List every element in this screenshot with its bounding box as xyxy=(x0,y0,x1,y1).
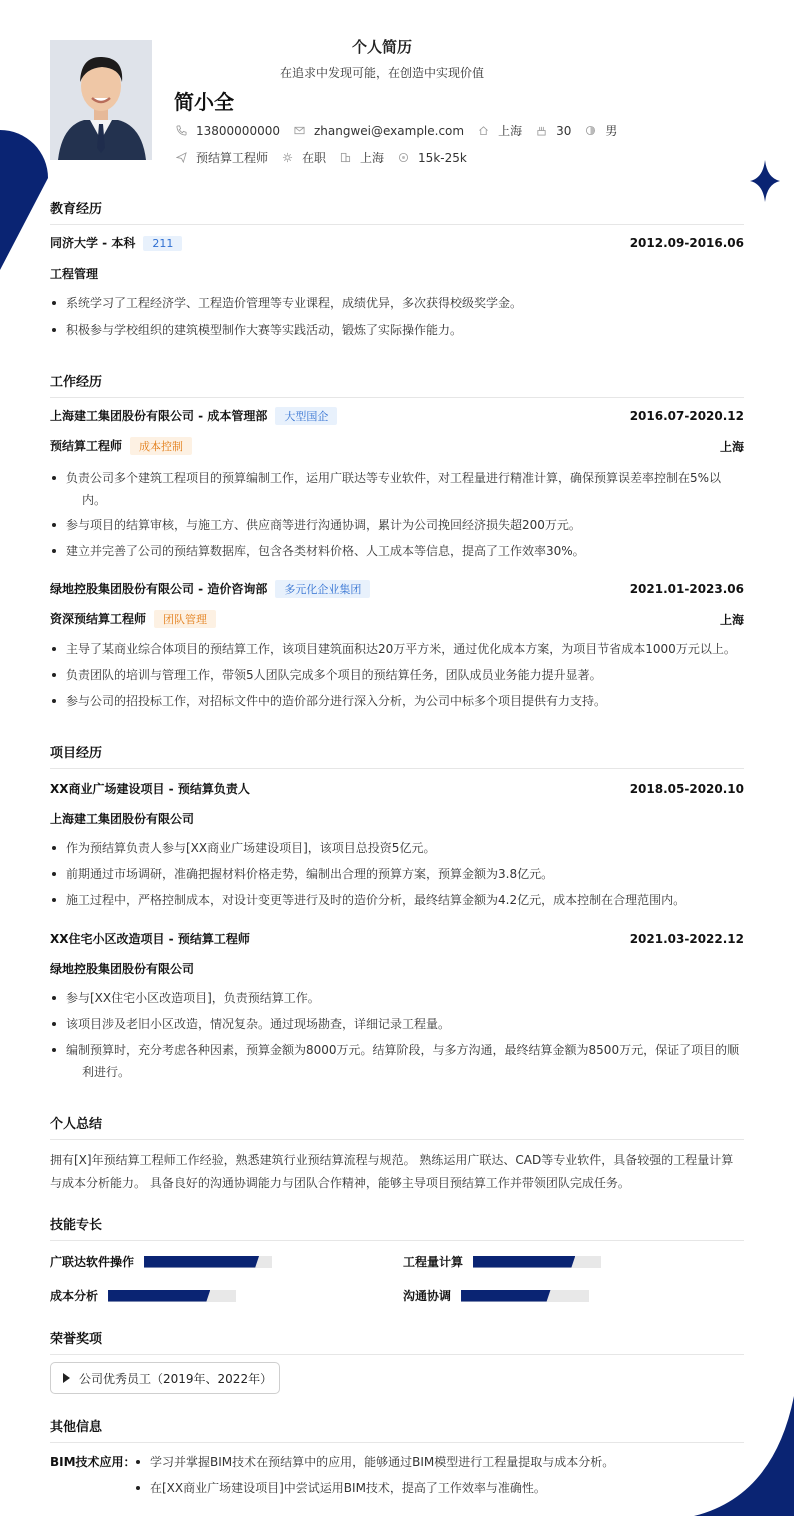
candidate-name: 简小全 xyxy=(174,90,234,114)
skill-item xyxy=(403,1287,589,1304)
bullet-dot xyxy=(52,898,56,902)
skill-name: 工程量计算 xyxy=(403,1255,464,1269)
list-item: 参与项目的结算审核，与施工方、供应商等进行沟通协调，累计为公司挽回经济损失超200万元。 xyxy=(50,514,744,536)
skill-bar-fill xyxy=(108,1290,210,1302)
bullet-dot xyxy=(52,328,56,332)
phone-item xyxy=(176,124,280,138)
job-city: 上海 xyxy=(719,439,744,454)
building-icon xyxy=(340,152,351,163)
send-icon xyxy=(176,152,187,163)
target-city-text: 上海 xyxy=(360,151,385,165)
education-title: 教育经历 xyxy=(50,198,744,225)
school-line xyxy=(50,234,182,251)
skill-bar-fill xyxy=(473,1256,575,1268)
skill-name: 广联达软件操作 xyxy=(50,1255,135,1269)
motto: 在追求中发现可能，在创造中实现价值 xyxy=(279,66,484,80)
bullet-dot xyxy=(52,1022,56,1026)
company-name: 绿地控股集团股份有限公司 - 造价咨询部 xyxy=(50,582,268,596)
company-name: 上海建工集团股份有限公司 - 成本管理部 xyxy=(50,409,268,423)
skill-bar xyxy=(108,1290,236,1302)
project-org-row xyxy=(50,960,744,977)
company-tag-badge: 大型国企 xyxy=(275,407,337,425)
job-intent-row xyxy=(176,149,481,166)
role-line xyxy=(50,437,192,455)
education-section xyxy=(50,198,744,337)
home-icon xyxy=(478,125,489,136)
skill-item xyxy=(403,1253,601,1270)
bullet-dot xyxy=(136,1486,140,1490)
location-item xyxy=(478,122,522,139)
target-position-text: 预结算工程师 xyxy=(196,151,269,165)
other-section xyxy=(50,1416,744,1495)
awards-title: 荣誉奖项 xyxy=(50,1328,744,1355)
skill-name: 成本分析 xyxy=(50,1289,99,1303)
employment-status-text: 在职 xyxy=(302,151,327,165)
company-tag-badge: 多元化企业集团 xyxy=(275,580,370,598)
list-item: 主导了某商业综合体项目的预结算工作，该项目建筑面积达20万平方米，通过优化成本方案，为项目节省成本1000万元以上。 xyxy=(50,638,744,660)
other-title: 其他信息 xyxy=(50,1416,744,1443)
work-section xyxy=(50,371,744,708)
job-date: 2016.07-2020.12 xyxy=(629,409,744,423)
skills-section xyxy=(50,1214,744,1303)
school-name: 同济大学 - 本科 xyxy=(50,236,136,250)
projects-section xyxy=(50,742,744,1079)
list-item: 积极参与学校组织的建筑模型制作大赛等实践活动，锻炼了实际操作能力。 xyxy=(50,319,744,341)
bullet-dot xyxy=(52,699,56,703)
age-icon xyxy=(536,125,547,136)
expected-salary-item xyxy=(398,151,467,165)
resume-header xyxy=(50,36,744,166)
skills-title: 技能专长 xyxy=(50,1214,744,1241)
project-header xyxy=(50,930,744,947)
age-item xyxy=(536,124,571,138)
job-header xyxy=(50,580,744,598)
skill-bar-fill xyxy=(461,1290,551,1302)
skill-bar-fill xyxy=(144,1256,259,1268)
bullet-dot xyxy=(52,1048,56,1052)
email-text: zhangwei@example.com xyxy=(313,123,465,138)
gender-item xyxy=(585,122,617,139)
awards-section xyxy=(50,1328,744,1386)
bullet-dot xyxy=(52,846,56,850)
list-item: 编制预算时，充分考虑各种因素，预算金额为8000万元。结算阶段，与多方沟通，最终结算金额为8500万元，保证了项目的顺利进行。 xyxy=(50,1039,744,1083)
bullet-dot xyxy=(136,1460,140,1464)
contact-info-row xyxy=(176,122,631,139)
target-city-item xyxy=(340,149,384,166)
phone-text: 13800000000 xyxy=(196,123,280,138)
status-icon xyxy=(282,152,293,163)
bullet-dot xyxy=(52,476,56,480)
bullet-dot xyxy=(52,673,56,677)
salary-icon xyxy=(398,152,409,163)
company-line xyxy=(50,580,370,598)
list-item: 施工过程中，严格控制成本，对设计变更等进行及时的造价分析，最终结算金额为4.2亿元，成本控制在合理范围内。 xyxy=(50,889,744,911)
work-title: 工作经历 xyxy=(50,371,744,398)
project-org: 绿地控股集团股份有限公司 xyxy=(50,962,195,976)
project-date: 2021.03-2022.12 xyxy=(629,931,744,946)
summary-text: 拥有[X]年预结算工程师工作经验，熟悉建筑行业预结算流程与规范。 熟练运用广联达、CAD等专业软件，具备较强的工程量计算与成本分析能力。 具备良好的沟通协调能力与团队合作精神，能够主导项目预结算工作并带领团队完成任务。 xyxy=(50,1153,734,1190)
list-item: 参与公司的招投标工作，对招标文件中的造价部分进行深入分析，为公司中标多个项目提供有力支持。 xyxy=(50,690,744,712)
age-text: 30 xyxy=(556,123,572,138)
gender-text: 男 xyxy=(605,124,618,138)
list-item: 前期通过市场调研，准确把握材料价格走势，编制出合理的预算方案，预算金额为3.8亿元。 xyxy=(50,863,744,885)
job-city: 上海 xyxy=(719,612,744,627)
skill-bar xyxy=(461,1290,589,1302)
profile-photo xyxy=(50,40,152,160)
summary-section xyxy=(50,1113,744,1190)
school-tag-badge: 211 xyxy=(143,236,182,251)
phone-icon xyxy=(176,125,187,136)
role-tag-badge: 团队管理 xyxy=(154,610,216,628)
bullet-dot xyxy=(52,647,56,651)
skill-bar xyxy=(473,1256,601,1268)
job-header xyxy=(50,407,744,425)
project-org-row xyxy=(50,810,744,827)
award-text: 公司优秀员工（2019年、2022年） xyxy=(79,1371,273,1386)
list-item: 建立并完善了公司的预结算数据库，包含各类材料价格、人工成本等信息，提高了工作效率30%。 xyxy=(50,540,744,562)
project-date: 2018.05-2020.10 xyxy=(629,781,744,796)
role-line xyxy=(50,610,216,628)
list-item: 负责团队的培训与管理工作，带领5人团队完成多个项目的预结算任务，团队成员业务能力提升显著。 xyxy=(50,664,744,686)
other-label: BIM技术应用： xyxy=(50,1455,136,1469)
skill-item xyxy=(50,1253,272,1270)
bullet-dot xyxy=(52,301,56,305)
list-item: 学习并掌握BIM技术在预结算中的应用，能够通过BIM模型进行工程量提取与成本分析。 xyxy=(134,1451,734,1473)
expected-salary-text: 15k-25k xyxy=(418,150,467,165)
role-name: 预结算工程师 xyxy=(50,439,123,453)
list-item: 该项目涉及老旧小区改造，情况复杂。通过现场勘查，详细记录工程量。 xyxy=(50,1013,744,1035)
target-position-item xyxy=(176,149,268,166)
email-item xyxy=(294,124,464,138)
role-tag-badge: 成本控制 xyxy=(130,437,192,455)
list-item: 参与[XX住宅小区改造项目]，负责预结算工作。 xyxy=(50,987,744,1009)
employment-status-item xyxy=(282,149,326,166)
document-title: 个人简历 xyxy=(351,38,412,56)
top-left-arc-decoration xyxy=(0,120,50,270)
gender-icon xyxy=(585,125,596,136)
company-line xyxy=(50,407,337,425)
list-item: 负责公司多个建筑工程项目的预算编制工作，运用广联达等专业软件，对工程量进行精准计算，确保预算误差率控制在5%以内。 xyxy=(50,467,744,511)
summary-title: 个人总结 xyxy=(50,1113,744,1140)
caret-right-icon xyxy=(63,1373,70,1383)
list-item: 作为预结算负责人参与[XX商业广场建设项目]，该项目总投资5亿元。 xyxy=(50,837,744,859)
project-name: XX商业广场建设项目 - 预结算负责人 xyxy=(50,782,250,796)
project-org: 上海建工集团股份有限公司 xyxy=(50,812,195,826)
job-role-row xyxy=(50,610,744,628)
job-date: 2021.01-2023.06 xyxy=(629,582,744,596)
major-row xyxy=(50,265,744,282)
bullet-dot xyxy=(52,523,56,527)
project-header xyxy=(50,780,744,797)
project-name: XX住宅小区改造项目 - 预结算工程师 xyxy=(50,932,250,946)
bullet-dot xyxy=(52,996,56,1000)
mail-icon xyxy=(294,125,305,136)
projects-title: 项目经历 xyxy=(50,742,744,769)
bullet-dot xyxy=(52,872,56,876)
bullet-dot xyxy=(52,549,56,553)
major-name: 工程管理 xyxy=(50,267,99,281)
sparkle-star-icon xyxy=(750,160,780,202)
skill-name: 沟通协调 xyxy=(403,1289,452,1303)
list-item: 系统学习了工程经济学、工程造价管理等专业课程，成绩优异，多次获得校级奖学金。 xyxy=(50,292,744,314)
job-role-row xyxy=(50,437,744,455)
skill-item xyxy=(50,1287,236,1304)
location-text: 上海 xyxy=(498,124,523,138)
role-name: 资深预结算工程师 xyxy=(50,612,147,626)
skill-bar xyxy=(144,1256,272,1268)
list-item: 在[XX商业广场建设项目]中尝试运用BIM技术，提高了工作效率与准确性。 xyxy=(134,1477,734,1499)
education-date: 2012.09-2016.06 xyxy=(629,235,744,250)
education-entry-header xyxy=(50,234,744,251)
award-item-toggle[interactable] xyxy=(50,1362,280,1394)
